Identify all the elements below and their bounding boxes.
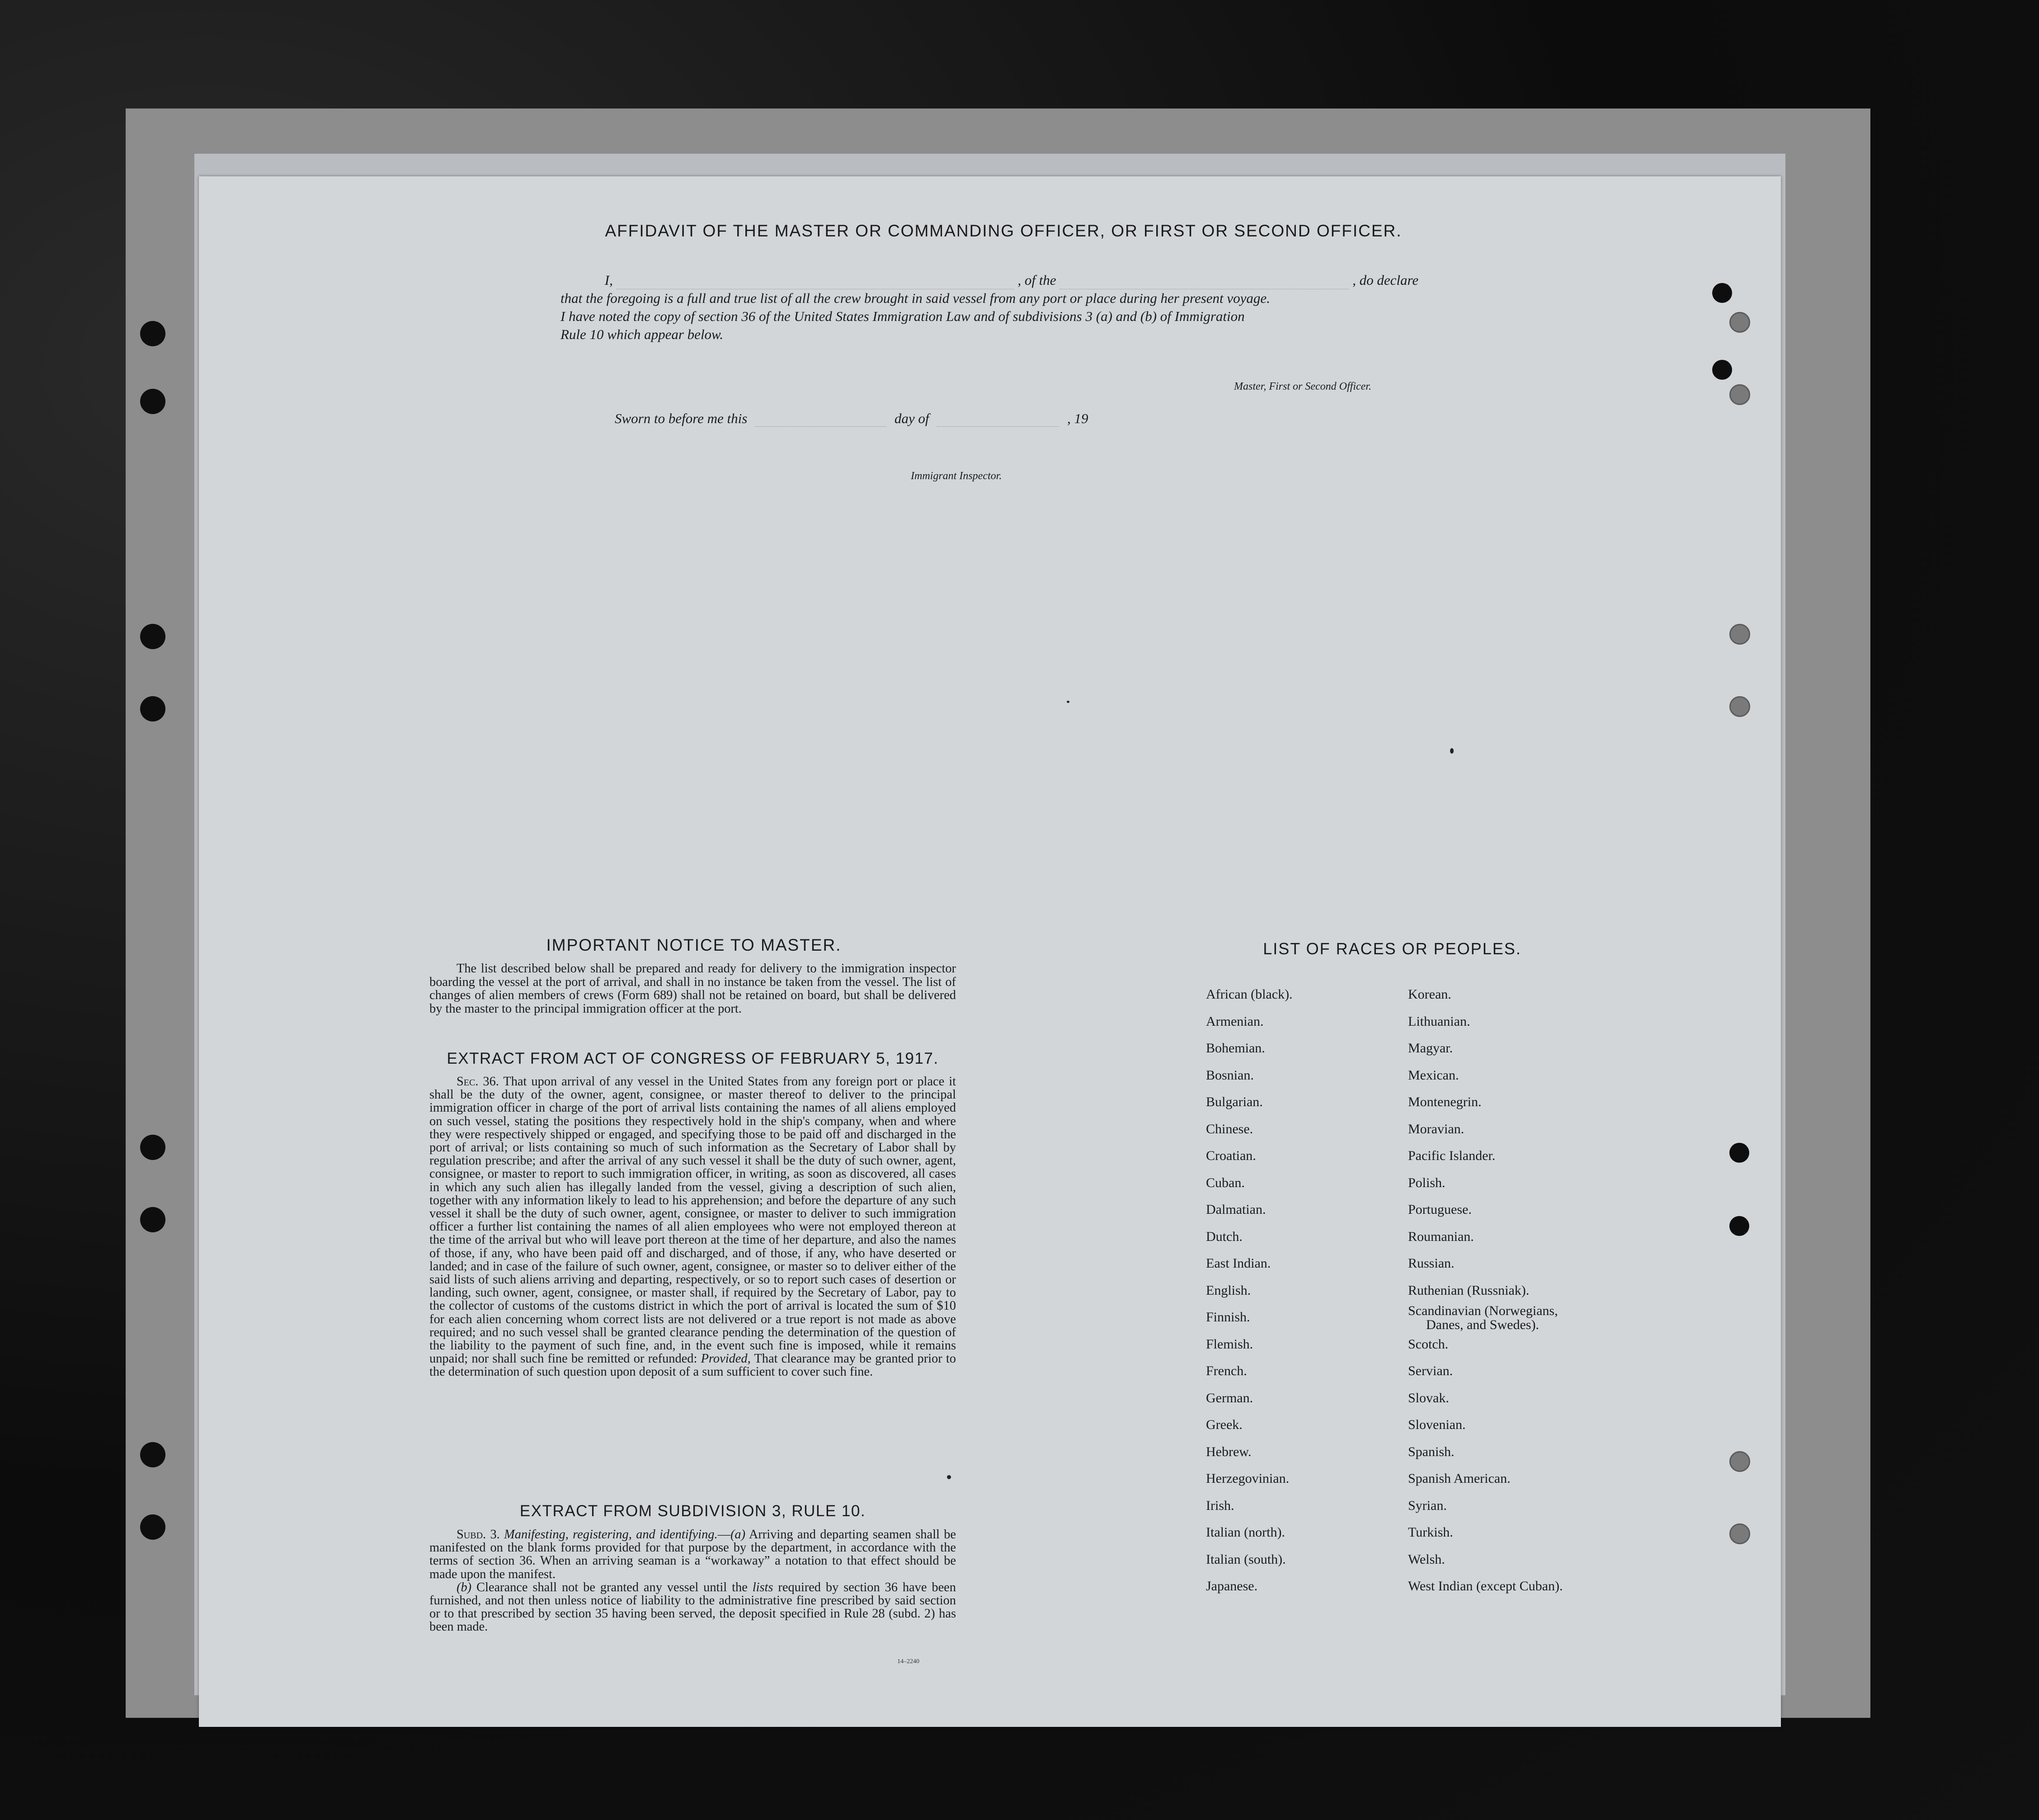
race-item: Slovenian. [1408, 1417, 1466, 1432]
day-blank [755, 426, 886, 427]
sworn-line [615, 410, 1092, 427]
race-item: Magyar. [1408, 1041, 1453, 1056]
race-item: Greek. [1206, 1417, 1243, 1432]
para-b-label: (b) [457, 1580, 472, 1594]
race-item: Dutch. [1206, 1229, 1243, 1244]
race-item: Spanish American. [1408, 1471, 1511, 1486]
section-36-text [429, 1075, 956, 1379]
race-item: Chinese. [1206, 1121, 1253, 1136]
year-prefix: , 19 [1067, 410, 1088, 426]
para-b-text-1: Clearance shall not be granted any vessel until the [476, 1580, 748, 1594]
race-item: Russian. [1408, 1256, 1455, 1271]
race-item: Cuban. [1206, 1175, 1245, 1190]
race-item-line: Scandinavian (Norwegians, [1408, 1303, 1558, 1318]
race-item: Scotch. [1408, 1336, 1449, 1352]
race-item: Welsh. [1408, 1551, 1445, 1567]
race-item: Dalmatian. [1206, 1202, 1266, 1217]
race-item: Mexican. [1408, 1067, 1459, 1083]
race-item: Japanese. [1206, 1579, 1258, 1594]
race-item: Italian (south). [1206, 1551, 1286, 1567]
races-title: LIST OF RACES OR PEOPLES. [1263, 939, 1521, 958]
race-item: Bulgarian. [1206, 1094, 1263, 1109]
race-item: Bohemian. [1206, 1041, 1265, 1056]
para-a-label: (a) [730, 1528, 746, 1542]
race-item [1408, 1304, 1634, 1331]
scan-speck [1067, 701, 1069, 703]
race-item: Bosnian. [1206, 1067, 1254, 1083]
race-item: African (black). [1206, 987, 1293, 1002]
master-signature-caption: Master, First or Second Officer. [1234, 381, 1371, 392]
section-body-a: That upon arrival of any vessel in the United States from any foreign port or place it shall be the duty of the owner, agent, consignee, or master thereof to deliver to the principal immigration officer in charge of the port of arrival lists containing the names of all aliens employed on such vessel, stating the positions they respectively hold in the ship's company, when and where they were respectively shipped or engaged, and specifying those to be paid off and discharged in the port of arrival; or lists containing so much of such information as the Secretary of Labor shall by regulation prescribe; and after the arrival of any such vessel it shall be the duty of such owner, agent, consignee, or master to report to such immigration officer, in writing, as soon as discovered, all cases in which any such alien has illegally landed from the vessel, giving a description of such alien, together with any information likely to lead to his apprehension; and before the departure of any such vessel it shall be the duty of such owner, agent, consignee, or master to deliver to such immigration officer a further list containing the names of all alien employees who were not employed thereon at the time of the arrival but who will leave port thereon at the time of her departure, and also the names of those, if any, who have been paid off and discharged, and of those, if any, who have deserted or landed; and in case of the failure of such owner, agent, consignee, or master so to deliver either of the said lists of such aliens arriving and departing, respectively, or so to report such cases of desertion or landing, such owner, agent, consignee, or master shall, if required by the Secretary of Labor, pay to the collector of customs of the customs district in which the port of arrival is located the sum of $10 for each alien concerning whom correct lists are not delivered or a true report is not made as above required; and no such vessel shall be granted clearance pending the determination of the question of the liability to the payment of such fine, and, in the event such fine is imposed, while it remains unpaid; nor shall such fine be remitted or refunded: [429, 1075, 956, 1366]
punch-hole [140, 1514, 165, 1540]
affidavit-text-line: that the foregoing is a full and true list of all the crew brought in said vessel from any port or place during her present voyage. [560, 290, 1270, 306]
race-item: East Indian. [1206, 1256, 1271, 1271]
races-right-column [1408, 981, 1634, 1600]
race-item: Servian. [1408, 1363, 1453, 1378]
affidavit-title: AFFIDAVIT OF THE MASTER OR COMMANDING OFFICER, OR FIRST OR SECOND OFFICER. [605, 222, 1402, 240]
affidavit-text-line: I have noted the copy of section 36 of the United States Immigration Law and of subdivisions 3 (a) and (b) of Immigration [560, 308, 1245, 324]
extract-rule-title: EXTRACT FROM SUBDIVISION 3, RULE 10. [519, 1502, 866, 1520]
race-item: German. [1206, 1390, 1253, 1405]
affidavit-of-the: , of the [1017, 272, 1056, 288]
race-item: Ruthenian (Russniak). [1408, 1282, 1530, 1298]
scan-speck [1450, 748, 1454, 754]
punch-hole [1729, 624, 1750, 645]
subd-paragraph-a: Subd. 3. Manifesting, registering, and identifying.—(a) Arriving and departing seamen shall be manifested on the blank forms provided for that purpose by the department, in accordance with the terms of section 36. When an arriving seaman is a “workaway” a notation to that effect should be made upon the manifest. [429, 1528, 956, 1581]
punch-hole [1729, 1143, 1749, 1163]
punch-hole [1729, 312, 1750, 333]
punch-hole [1729, 1523, 1750, 1544]
race-item: French. [1206, 1363, 1247, 1378]
month-blank [937, 426, 1059, 427]
subd-heading: Manifesting, registering, and identifying. [504, 1528, 718, 1542]
scan-speck [947, 1475, 951, 1479]
affidavit-do-declare: , do declare [1352, 272, 1419, 288]
para-a-text: Arriving and departing seamen shall be manifested on the blank forms provided for that purpose by the department, in accordance with the terms of section 36. When an arriving seaman is a “workaway” a notation to that effect should be made upon the manifest. [429, 1528, 956, 1581]
affidavit-body [560, 271, 1437, 344]
punch-hole [140, 389, 165, 414]
provided-word: Provided, [701, 1352, 751, 1366]
punch-hole [1729, 384, 1750, 405]
race-item: Pacific Islander. [1408, 1148, 1496, 1163]
day-of-text: day of [894, 410, 929, 426]
form-number: 14–2240 [897, 1658, 919, 1665]
punch-hole [140, 321, 165, 346]
punch-hole [1712, 360, 1732, 380]
para-b-lists: lists [752, 1580, 773, 1594]
section-label: Sec. 36. [457, 1075, 499, 1089]
punch-hole [1729, 1216, 1749, 1236]
race-item: Slovak. [1408, 1390, 1449, 1405]
race-item: West Indian (except Cuban). [1408, 1579, 1563, 1594]
race-item: Herzegovinian. [1206, 1471, 1290, 1486]
punch-hole [140, 696, 165, 721]
subd-paragraph-b [429, 1581, 956, 1634]
affidavit-i: I, [604, 272, 613, 288]
race-item: Syrian. [1408, 1498, 1447, 1513]
races-left-column [1206, 981, 1432, 1600]
race-item: Polish. [1408, 1175, 1446, 1190]
race-item: Turkish. [1408, 1525, 1453, 1540]
para-b-text-2: required by section 36 have been furnished, and not then unless notice of liability to the administrative fine prescribed by said section or to that prescribed by section 35 having been served, the deposit specified in Rule 28 (subd. 2) has been made. [429, 1580, 956, 1634]
race-item: Roumanian. [1408, 1229, 1474, 1244]
extract-act-title: EXTRACT FROM ACT OF CONGRESS OF FEBRUARY 5, 1917. [447, 1050, 939, 1067]
punch-hole [1729, 1451, 1750, 1472]
section-body-b: That clearance may be granted prior to the determination of such question upon deposit of a sum sufficient to cover such fine. [429, 1352, 956, 1379]
punch-hole [140, 624, 165, 649]
race-item: Portuguese. [1408, 1202, 1472, 1217]
punch-hole [140, 1207, 165, 1232]
punch-hole [1712, 283, 1732, 303]
subdivision-3-text [429, 1528, 956, 1634]
race-item: Armenian. [1206, 1014, 1264, 1029]
affidavit-declaration-line [560, 271, 1437, 289]
race-item-line: Danes, and Swedes). [1426, 1317, 1539, 1332]
race-item: Hebrew. [1206, 1444, 1252, 1459]
inspector-caption: Immigrant Inspector. [911, 470, 1002, 482]
race-item: Finnish. [1206, 1310, 1250, 1325]
race-item: Korean. [1408, 987, 1451, 1002]
race-item: Croatian. [1206, 1148, 1256, 1163]
notice-body: The list described below shall be prepared and ready for delivery to the immigration inspector boarding the vessel at the port of arrival, and shall in no instance be taken from the vessel. The list of changes of alien members of crews (Form 689) shall not be retained on board, but shall be delivered by the master to the principal immigration officer at the port. [429, 962, 956, 1016]
affidavit-text-line: Rule 10 which appear below. [560, 326, 724, 342]
punch-hole [140, 1442, 165, 1467]
notice-title: IMPORTANT NOTICE TO MASTER. [546, 936, 842, 954]
race-item: English. [1206, 1282, 1251, 1298]
sworn-text: Sworn to before me this [615, 410, 748, 426]
race-item: Irish. [1206, 1498, 1234, 1513]
subd-label: Subd. 3. [457, 1528, 500, 1542]
race-item: Flemish. [1206, 1336, 1253, 1352]
race-item: Montenegrin. [1408, 1094, 1482, 1109]
punch-hole [1729, 696, 1750, 717]
race-item: Italian (north). [1206, 1525, 1285, 1540]
race-item: Lithuanian. [1408, 1014, 1470, 1029]
race-item: Spanish. [1408, 1444, 1455, 1459]
race-item: Moravian. [1408, 1121, 1465, 1136]
punch-hole [140, 1135, 165, 1160]
